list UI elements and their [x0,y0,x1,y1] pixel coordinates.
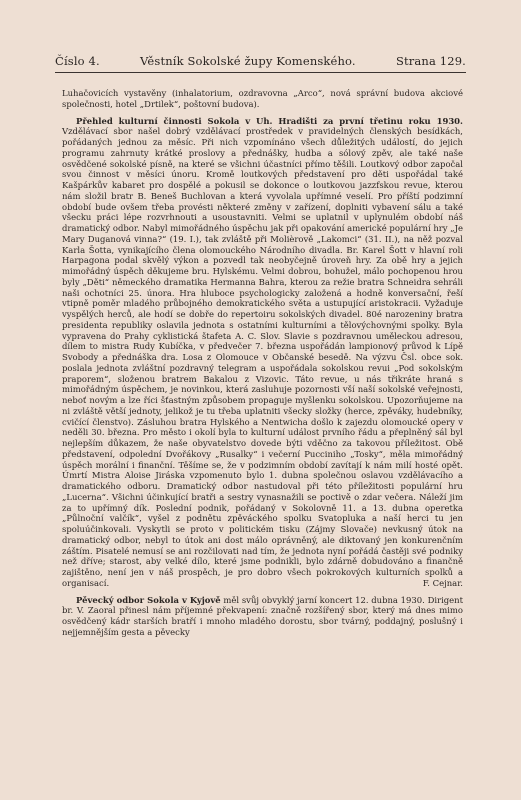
paragraph-text: Vzdělávací sbor našel dobrý vzdělávací prostředek v pravidelných členských besídkách, pořádaných jednou za měsíc. Při nich vzpomínáno všech důležitých událostí, do jejich programu zahrnuty krátké proslovy a přednášky, hudba a sólový zpěv, ale také naše osvědčené sokolské písně, na které se všichni účastníci přímo těšili. Loutkový odbor započal svou činnost v měsíci únoru. Kromě loutkových představení pro děti uspořádal také Kašpárkův kabaret pro dospělé a pokusil se dokonce o loutkovou jazzfskou revue, kterou nám složil bratr B. Beneš Buchlovan a která vyvolala upřímné veselí. Pro příští podzimní období bude ovšem třeba provésti některé změny v zařízení, doplniti vybavení sálu a také všecku práci lépe rozvrhnouti a usoustavniti. Velmi se uplatnil v uplynulém období náš dramatický odbor. Nabyl mimořádného úspěchu jak při opakování americké populární hry „Je Mary Duganová vinna?“ (19. I.), tak zvláště při Molièrově „Lakomci“ (31. II.), na něž pozval Karla Šotta, vynikajícího člena olomouckého Národního divadla. Br. Karel Šott v hlavní roli Harpagona podal skvělý výkon a pozvedl tak neobyčejně úroveň hry. Za obě hry a jejich mimořádný úspěch děkujeme bru. Hylskému. Velmi dobrou, bohužel, málo pochopenou hrou byly „Děti“ německého dramatika Hermanna Bahra, kterou za režie bratra Schneidra sehráli naši ochotníci 25. února. Hra hluboce psychologicky založená a hodně konversační, řeší vtipně poměr mladého průbojného demokratického světa a ustupující aristokracii. Vyžaduje vyspělých herců, ale hodí se dobře do repertoiru sokolských divadel. 80é narozeniny bratra presidenta republiky oslavila jednota s ostatními kulturními a tělovýchovnými spolky. Byla vypravena do Prahy cyklistická štafeta A. C. Slov. Slavie s pozdravnou uměleckou adresou, dílem to mistra Rudy Kubíčka, v předvečer 7. března uspořádán lampionový průvod k Lípě Svobody a přednáška dra. Losa z Olomouce v Občanské besedě. Na výzvu Čsl. obce sok. poslala jednota zvláštní pozdravný telegram a uspořádala sokolskou revui „Pod sokolským praporem“, složenou bratrem Bakalou z Vizovic. Táto revue, u nás třikráte hraná s mimořádným úspěchem, je novinkou, která zasluhuje pozornosti vší naší sokolské veřejnosti, neboť novým a lze říci šťastným způsobem propaguje myšlenku sokolskou. Upozorňujeme na ni zvláště větší jednoty, jelikož je tu třeba uplatniti všecky složky (herce, zpěváky, hudebníky, cvičící členstvo). Zásluhou bratra Hylského a Nentwicha došlo k zajezdu olomoucké opery v neděli 30. března. Pro město i okolí byla to kulturní událost prvního řádu a přeplněný sál byl nejlepším důkazem, že naše obyvatelstvo dovede býti vděčno za takovou příležitost. Obě představení, odpolední Dvořákovy „Rusalky“ i večerní Pucciniho „Tosky“, měla mimořádný úspěch morální i finanční. Těšíme se, že v podzimním období zavítají k nám milí hosté opět. Úmrtí Mistra Aloise Jiráska vzpomenuto bylo 1. dubna společnou oslavou vzdělávacího a dramatického odboru. Dramatický odbor nastudoval při této příležitosti populární hru „Lucerna“. Všichni účinkující bratři a sestry vynasnažili se poctivě o zdar večera. Náleží jim za to upřímný dík. Poslední podnik, pořádaný v Sokolovně 11. a 13. dubna operetka „Půlnoční valčík“, vyšel z podnětu zpěváckého spolku Svatopluka a naší herci tu jen spoluúčinkovali. Vyskytli se proto v politickém tisku (Zájmy Slovače) nevkusný útok na dramatický odbor, nebyl to útok ani dost málo oprávněný, ale diktovaný jen konkurenčním záštím. Pisatelé nemusí se ani rozčilovati nad tím, že jednota nyní pořádá častěji své podniky než dříve; starost, aby velké dílo, které jsme podnikli, bylo zdárně dobudováno a finančně zajištěno, není jen v náš prospěch, je pro dobro všech pokrokových kulturních spolků a organisací. [62,126,463,588]
section-heading: Přehled kulturní činnosti Sokola v Uh. Hradišti za první třetinu roku 1930. [76,115,463,126]
article-body [62,88,463,638]
paragraph-text: měl svůj obvyklý jarní koncert 12. dubna 1930. Dirigent br. V. Zaoral přinesl nám příjemné překvapení: značně rozšířený sbor, který má dnes mimo osvědčený kádr starších bratří i mnoho mladého dorostu, sbor tvárný, poddajný, posluŝný i nejjemnějším gesta a pěvecky [62,594,463,637]
issue-number: Číslo 4. [55,54,100,68]
paragraph-text: Luhačovicích vystavěny (inhalatorium, ozdravovna „Arco“, nová správní budova akciové společnosti, hotel „Drtilek“, poštovní budova). [62,88,463,109]
journal-title: Věstník Sokolské župy Komenského. [140,54,356,68]
author-signature: F. Cejnar. [422,577,463,588]
header-rule [55,72,466,73]
page-number: Strana 129. [395,54,466,68]
section-heading: Pěvecký odbor Sokola v Kyjově [76,594,221,605]
paragraph-intro [62,88,463,110]
paragraph-culture-report [62,116,463,589]
paragraph-choir-report [62,595,463,638]
running-header [55,54,466,68]
